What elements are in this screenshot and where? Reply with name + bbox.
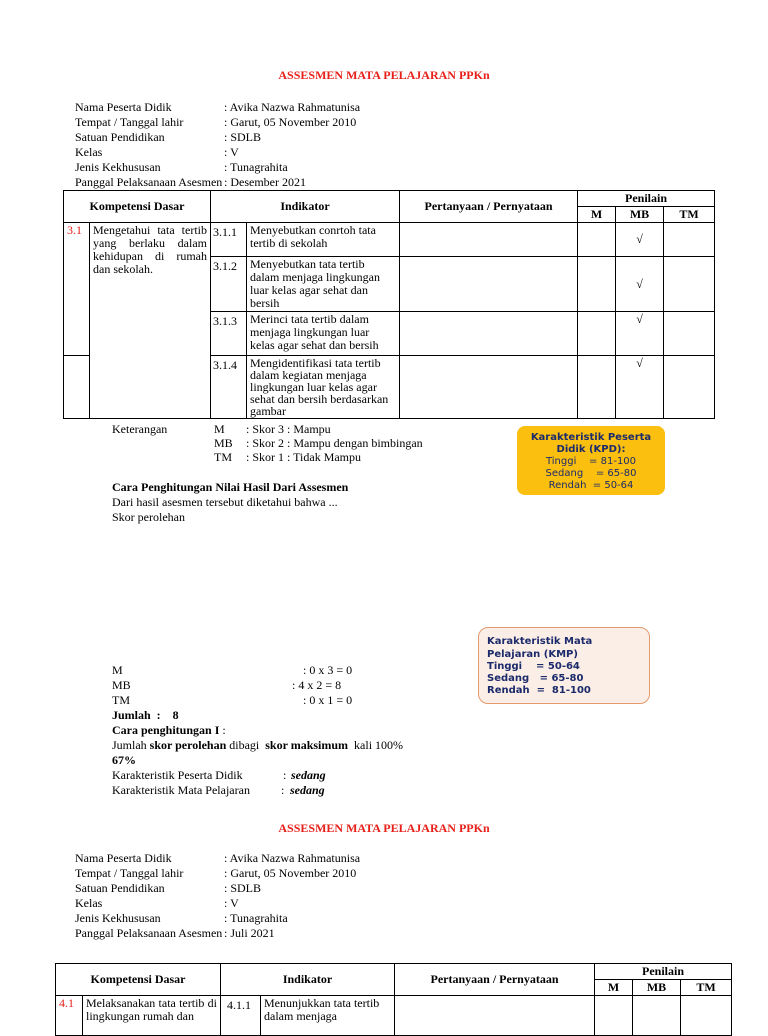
assessment-table-2: [55, 963, 732, 1036]
identity-label: Satuan Pendidikan: [75, 130, 165, 144]
score-calc: : 0 x 3 = 0: [303, 663, 353, 677]
keterangan-desc: : Skor 1 : Tidak Mampu: [246, 450, 362, 464]
formula-bold: skor perolehan: [149, 738, 227, 752]
kpd-line: Sedang = 65-80: [545, 468, 637, 479]
score-tm-cell: [664, 312, 715, 356]
cara-line: Dari hasil asesmen tersebut diketahui bahwa ...: [112, 495, 338, 509]
formula-part: kali 100%: [348, 738, 404, 752]
identity-label: Kelas: [75, 896, 103, 910]
score-tm-cell: [664, 257, 715, 312]
keterangan-code: M: [214, 422, 225, 436]
section2-title: ASSESMEN MATA PELAJARAN PPKn: [278, 821, 490, 835]
header-mb: MB: [616, 207, 664, 223]
header-indikator: Indikator: [211, 191, 400, 223]
indicator-number: 3.1.2: [211, 257, 247, 312]
header-tm: TM: [681, 980, 732, 996]
cara-line: Skor perolehan: [112, 510, 185, 524]
section1-title: ASSESMEN MATA PELAJARAN PPKn: [278, 68, 490, 82]
keterangan-code: TM: [214, 450, 232, 464]
indicator-text: Menyebutkan conrtoh tata tertib di sekolah: [247, 223, 400, 257]
karakteristik-label: Karakteristik Mata Pelajaran: [112, 783, 250, 797]
karakteristik-label: Karakteristik Peserta Didik: [112, 768, 243, 782]
indicator-number: 3.1.1: [211, 223, 247, 257]
identity-value: : V: [224, 145, 239, 159]
score-m-cell: [595, 996, 633, 1036]
kpd-box: [517, 426, 665, 495]
kd-number-empty: [64, 356, 90, 419]
identity-label: Panggal Pelaksanaan Asesmen: [75, 175, 223, 189]
identity-label: Jenis Kekhususan: [75, 911, 161, 925]
identity-label: Panggal Pelaksanaan Asesmen: [75, 926, 223, 940]
cara-heading: Cara Penghitungan Nilai Hasil Dari Assesmen: [112, 480, 349, 494]
identity-value: : Tunagrahita: [224, 160, 288, 174]
identity-value: : Juli 2021: [224, 926, 275, 940]
header-tm: TM: [664, 207, 715, 223]
header-pertanyaan: Pertanyaan / Pernyataan: [400, 191, 578, 223]
kpd-line: Rendah = 50-64: [548, 480, 634, 491]
check-mark: √: [616, 223, 664, 257]
header-m: M: [578, 207, 616, 223]
karakteristik-colon: :: [281, 783, 285, 797]
identity-value: : Avika Nazwa Rahmatunisa: [224, 851, 361, 865]
pertanyaan-cell: [400, 223, 578, 257]
identity-label: Nama Peserta Didik: [75, 100, 172, 114]
score-code: MB: [112, 678, 131, 692]
kmp-line: Tinggi = 50-64: [487, 661, 580, 672]
pertanyaan-cell: [400, 257, 578, 312]
kd-text: Mengetahui tata tertib yang berlaku dalam kehidupan di rumah dan sekolah.: [90, 223, 211, 356]
keterangan-desc: : Skor 2 : Mampu dengan bimbingan: [246, 436, 423, 450]
cara1-line: [112, 723, 226, 738]
assessment-table: [63, 190, 715, 419]
kmp-box: [478, 627, 650, 704]
kmp-title: Karakteristik Mata Pelajaran (KMP): [487, 636, 593, 660]
indicator-text: Mengidentifikasi tata tertib dalam kegiatan menjaga lingkungan luar kelas agar sehat dan bersih berdasarkan gambar: [247, 356, 400, 419]
karakteristik-value: sedang: [290, 783, 325, 797]
identity-value: : Tunagrahita: [224, 911, 288, 925]
header-mb: MB: [633, 980, 681, 996]
score-calc: : 0 x 1 = 0: [303, 693, 353, 707]
score-calc: : 4 x 2 = 8: [292, 678, 342, 692]
formula-part: Jumlah: [112, 738, 150, 752]
header-penilaian: Penilain: [595, 964, 732, 980]
kd-text-empty: [90, 356, 211, 419]
identity-value: : SDLB: [224, 881, 262, 895]
identity-label: Tempat / Tanggal lahir: [75, 115, 184, 129]
header-pertanyaan: Pertanyaan / Pernyataan: [395, 964, 595, 996]
score-m-cell: [578, 223, 616, 257]
formula-bold: skor maksimum: [265, 738, 349, 752]
header-kompetensi: Kompetensi Dasar: [64, 191, 211, 223]
identity-value: : Avika Nazwa Rahmatunisa: [224, 100, 361, 114]
indicator-number: 3.1.3: [211, 312, 247, 356]
cara1-colon: :: [219, 723, 226, 737]
check-mark: √: [616, 257, 664, 312]
kpd-line: Tinggi = 81-100: [545, 456, 637, 467]
check-mark: √: [616, 356, 664, 419]
karakteristik-value: sedang: [291, 768, 326, 782]
percent-result: 67%: [112, 753, 136, 767]
identity-label: Nama Peserta Didik: [75, 851, 172, 865]
check-mark: √: [616, 312, 664, 356]
score-tm-cell: [681, 996, 732, 1036]
indicator-text: Menunjukkan tata tertib dalam menjaga: [261, 996, 395, 1036]
kpd-title: Karakteristik Peserta Didik (KPD):: [530, 432, 652, 455]
identity-value: : Garut, 05 November 2010: [224, 115, 357, 129]
header-kompetensi: Kompetensi Dasar: [56, 964, 221, 996]
score-m-cell: [578, 257, 616, 312]
kmp-line: Rendah = 81-100: [487, 685, 591, 696]
header-m: M: [595, 980, 633, 996]
pertanyaan-cell: [400, 312, 578, 356]
kd-number: 4.1: [56, 996, 83, 1036]
kd-number: 3.1: [64, 223, 90, 356]
identity-label: Tempat / Tanggal lahir: [75, 866, 184, 880]
keterangan-code: MB: [214, 436, 233, 450]
score-m-cell: [578, 312, 616, 356]
keterangan-label: Keterangan: [112, 422, 168, 436]
score-tm-cell: [664, 223, 715, 257]
indicator-number: 3.1.4: [211, 356, 247, 419]
indicator-text: Menyebutkan tata tertib dalam menjaga lingkungan luar kelas agar sehat dan bersih: [247, 257, 400, 312]
score-code: M: [112, 663, 123, 677]
formula-part: dibagi: [226, 738, 266, 752]
keterangan-desc: : Skor 3 : Mampu: [246, 422, 331, 436]
pertanyaan-cell: [395, 996, 595, 1036]
kmp-line: Sedang = 65-80: [487, 673, 584, 684]
identity-label: Satuan Pendidikan: [75, 881, 165, 895]
identity-value: : SDLB: [224, 130, 262, 144]
kd-text: Melaksanakan tata tertib di lingkungan rumah dan: [83, 996, 221, 1036]
score-m-cell: [578, 356, 616, 419]
indicator-text: Merinci tata tertib dalam menjaga lingkungan luar kelas agar sehat dan bersih: [247, 312, 400, 356]
identity-label: Jenis Kekhususan: [75, 160, 161, 174]
karakteristik-colon: :: [283, 768, 287, 782]
pertanyaan-cell: [400, 356, 578, 419]
identity-label: Kelas: [75, 145, 103, 159]
formula-line: [112, 738, 403, 753]
identity-value: : Garut, 05 November 2010: [224, 866, 357, 880]
identity-value: : V: [224, 896, 239, 910]
header-indikator: Indikator: [221, 964, 395, 996]
cara1-label: Cara penghitungan I: [112, 723, 220, 737]
jumlah-total: Jumlah : 8: [112, 708, 179, 722]
score-tm-cell: [664, 356, 715, 419]
score-code: TM: [112, 693, 130, 707]
identity-value: : Desember 2021: [224, 175, 306, 189]
indicator-number: 4.1.1: [221, 996, 261, 1036]
score-mb-cell: [633, 996, 681, 1036]
header-penilaian: Penilain: [578, 191, 715, 207]
